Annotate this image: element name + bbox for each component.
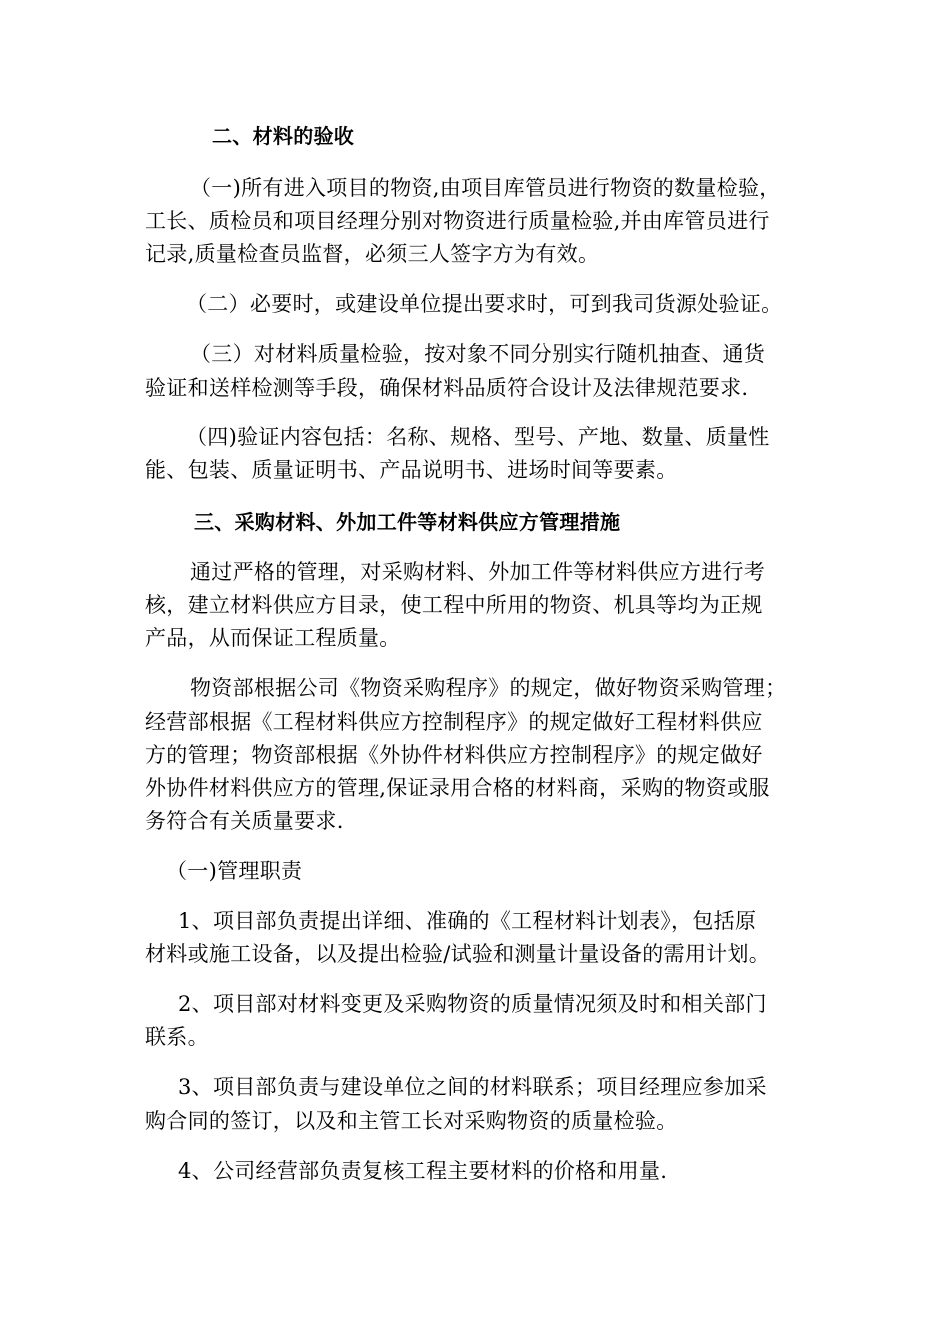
list-item-line: 材料或施工设备，以及提出检验/试验和测量计量设备的需用计划。 bbox=[145, 942, 771, 966]
section-heading-3: 三、采购材料、外加工件等材料供应方管理措施 bbox=[194, 510, 621, 534]
paragraph-line: 记录,质量检查员监督，必须三人签字方为有效。 bbox=[145, 242, 600, 266]
paragraph-line: （一)所有进入项目的物资,由项目库管员进行物资的数量检验， bbox=[190, 176, 781, 200]
section-heading-2: 二、材料的验收 bbox=[212, 124, 355, 148]
list-item-line: 2、项目部对材料变更及采购物资的质量情况须及时和相关部门 bbox=[178, 992, 767, 1016]
paragraph-line: （二）必要时，或建设单位提出要求时，可到我司货源处验证。 bbox=[186, 292, 783, 316]
sub-heading: （一)管理职责 bbox=[166, 859, 303, 883]
paragraph-line: 经营部根据《工程材料供应方控制程序》的规定做好工程材料供应 bbox=[145, 710, 763, 734]
paragraph-line: 方的管理；物资部根据《外协件材料供应方控制程序》的规定做好 bbox=[145, 743, 763, 767]
paragraph-line: 能、包装、质量证明书、产品说明书、进场时间等要素。 bbox=[145, 458, 678, 482]
paragraph-line: 核，建立材料供应方目录，使工程中所用的物资、机具等均为正规 bbox=[145, 593, 763, 617]
paragraph-line: 工长、质检员和项目经理分别对物资进行质量检验,并由库管员进行 bbox=[145, 209, 770, 233]
paragraph-line: 外协件材料供应方的管理,保证录用合格的材料商，采购的物资或服 bbox=[145, 776, 770, 800]
list-item-line: 4、公司经营部负责复核工程主要材料的价格和用量. bbox=[178, 1159, 668, 1183]
paragraph-line: （三）对材料质量检验，按对象不同分别实行随机抽查、通货 bbox=[190, 342, 766, 366]
paragraph-line: 务符合有关质量要求. bbox=[145, 809, 344, 833]
list-item-line: 3、项目部负责与建设单位之间的材料联系；项目经理应参加采 bbox=[178, 1075, 767, 1099]
paragraph-line: 物资部根据公司《物资采购程序》的规定，做好物资采购管理； bbox=[190, 676, 787, 700]
paragraph-line: （四)验证内容包括：名称、规格、型号、产地、数量、质量性 bbox=[186, 425, 770, 449]
paragraph-line: 通过严格的管理，对采购材料、外加工件等材料供应方进行考 bbox=[190, 560, 766, 584]
paragraph-line: 产品，从而保证工程质量。 bbox=[145, 626, 401, 650]
list-item-line: 购合同的签订，以及和主管工长对采购物资的质量检验。 bbox=[145, 1109, 678, 1133]
list-item-line: 联系。 bbox=[145, 1025, 209, 1049]
list-item-line: 1、项目部负责提出详细、准确的《工程材料计划表》，包括原 bbox=[178, 909, 757, 933]
paragraph-line: 验证和送样检测等手段，确保材料品质符合设计及法律规范要求. bbox=[145, 376, 749, 400]
